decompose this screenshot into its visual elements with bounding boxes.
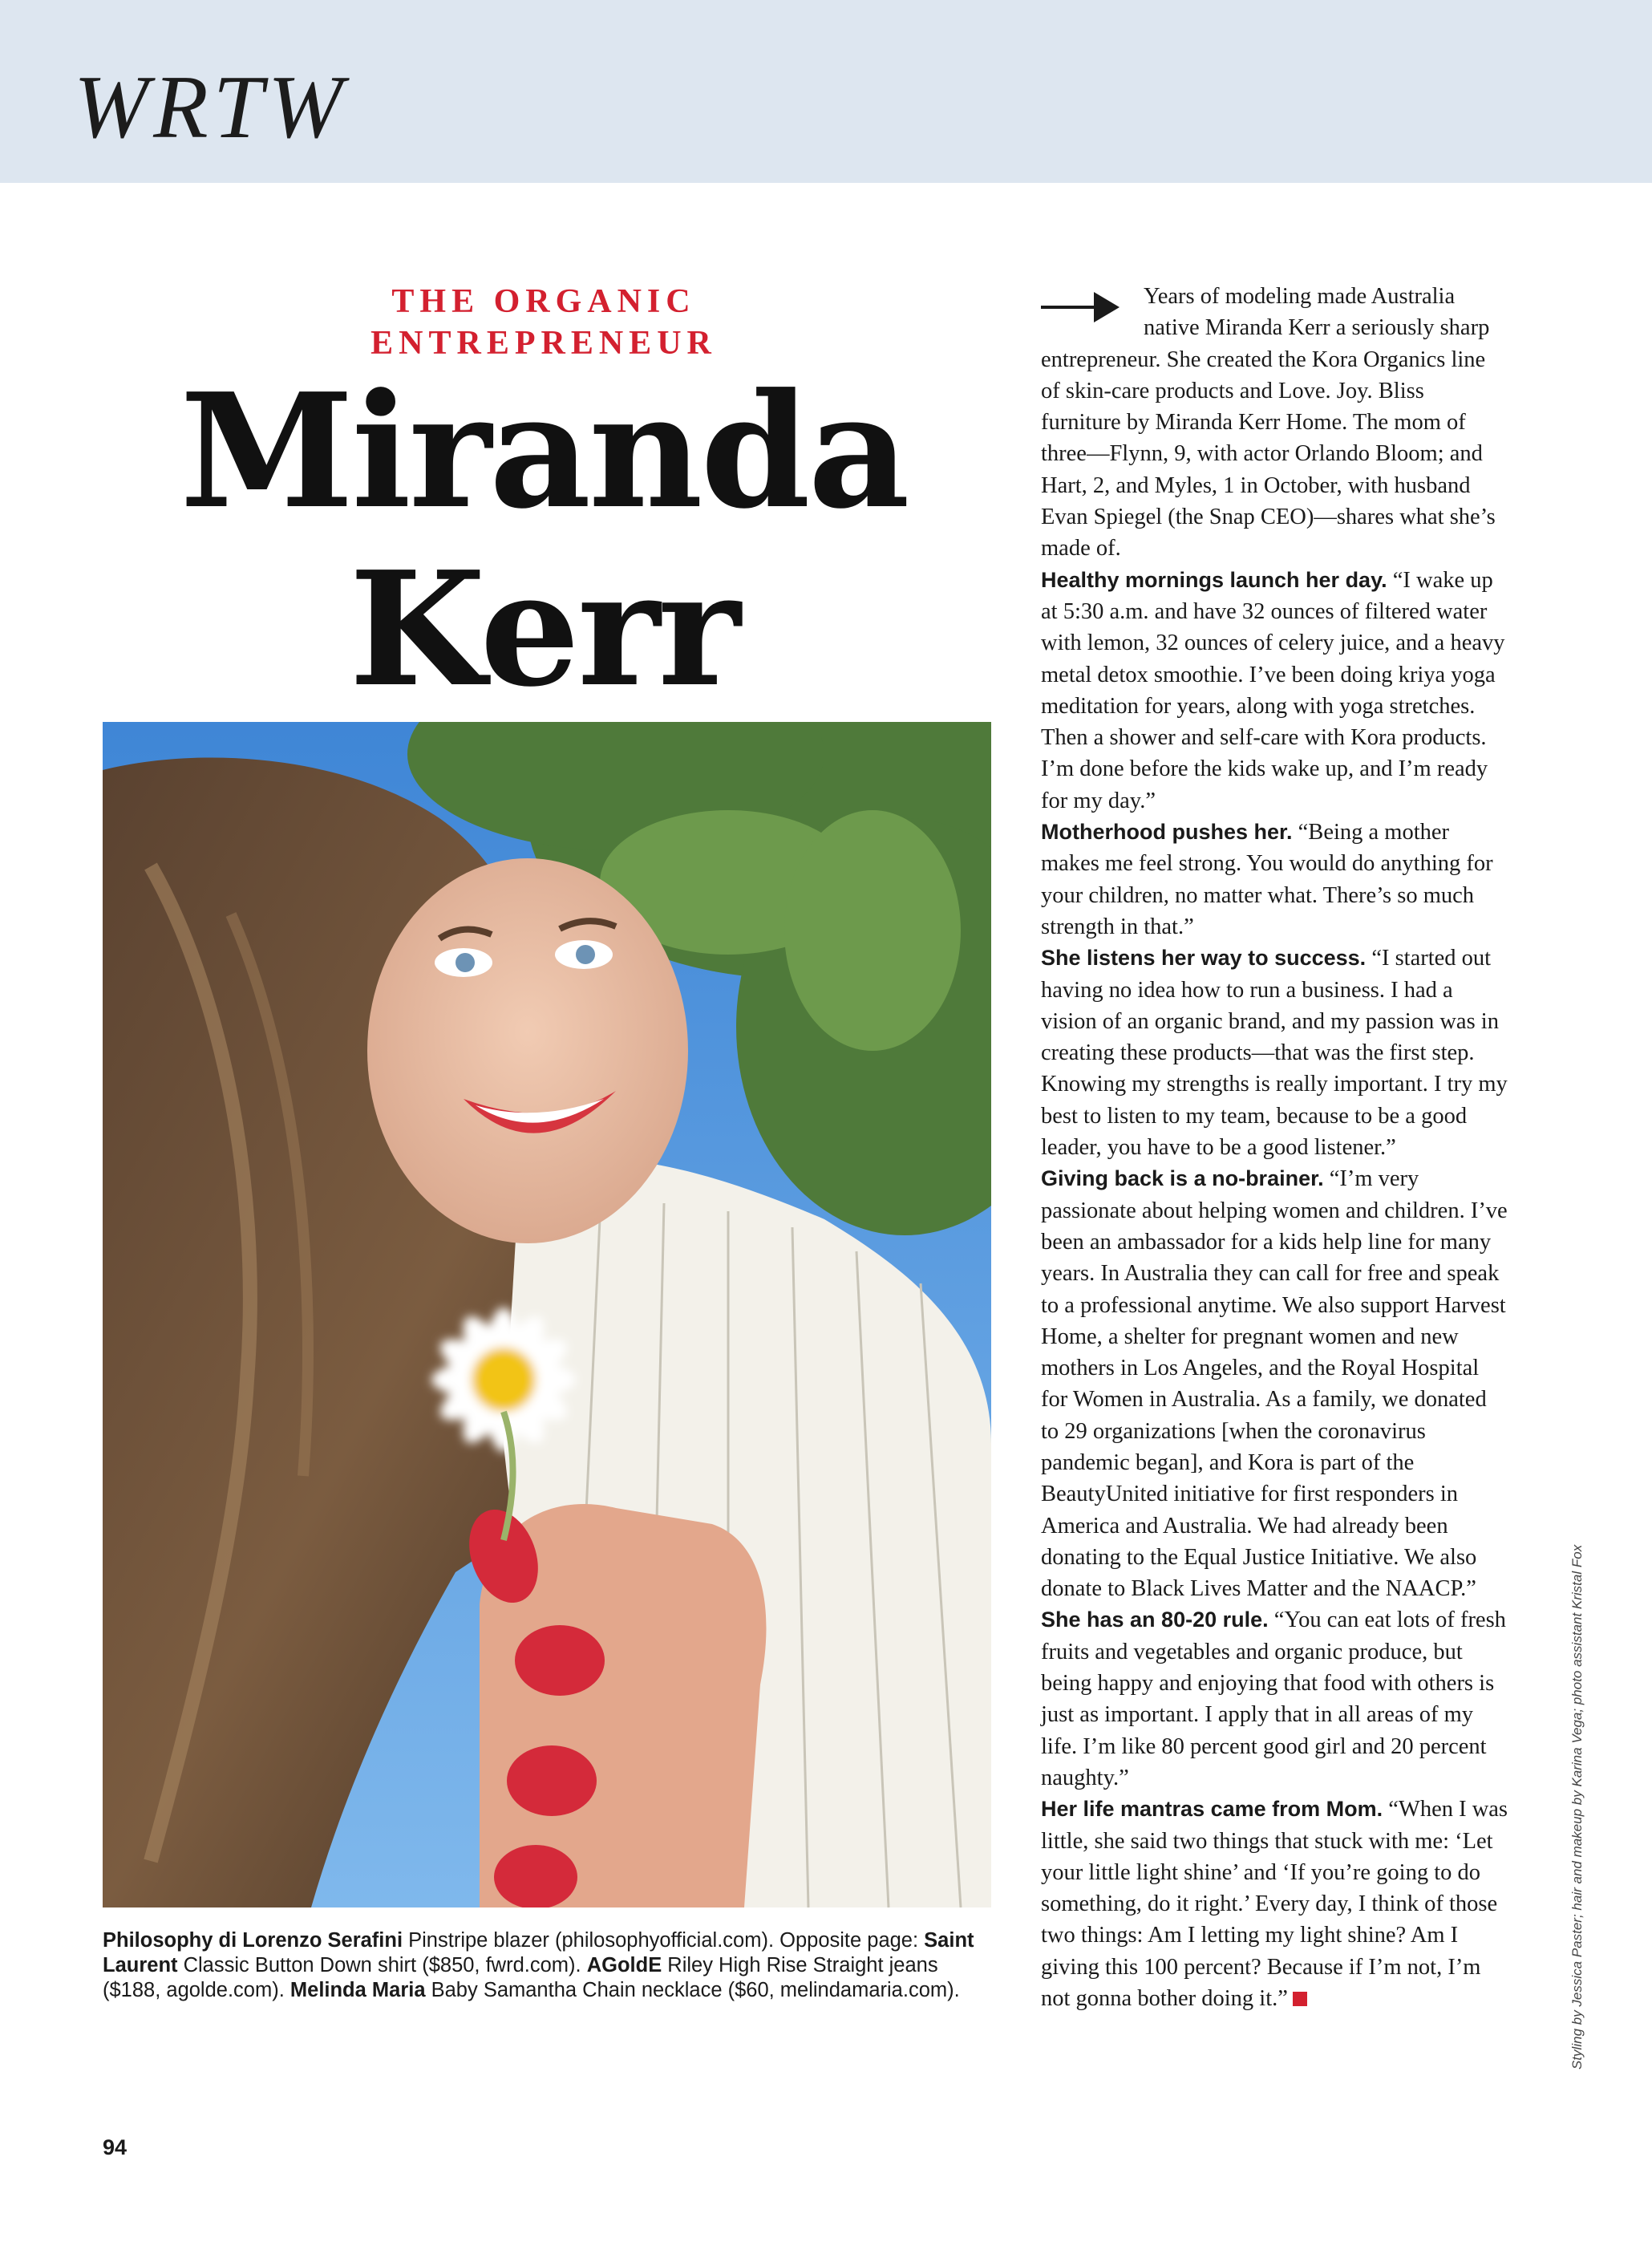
article-section (1041, 1163, 1509, 1604)
photo-credit: Styling by Jessica Paster; hair and makeup by Karina Vega; photo assistant Kristal Fox (1569, 1544, 1585, 2070)
article-body (1041, 281, 1509, 2014)
article-section (1041, 1604, 1509, 1794)
section-lead: She listens her way to success. (1041, 946, 1367, 971)
caption-brand-2: Saint Laurent (103, 1929, 974, 1976)
title-line-1: Miranda (180, 359, 908, 544)
caption-text-2: Classic Button Down shirt ($850, fwrd.com). (177, 1954, 587, 1976)
article-intro: Years of modeling made Australia native Miranda Kerr a seriously sharp entrepreneur. She created the Kora Organics line of skin-care products and Love. Joy. Bliss furniture by Miranda Kerr Home. The mom of three—Flynn, 9, with actor Orlando Bloom; and Hart, 2, and Myles, 1 in October, with husband Evan Spiegel (the Snap CEO)—shares what she’s made of. (1041, 284, 1496, 562)
article-kicker (103, 281, 985, 364)
end-square-icon (1293, 1992, 1307, 2006)
section-lead: Healthy mornings launch her day. (1041, 567, 1387, 592)
title-line-2: Kerr (349, 537, 739, 722)
page-number: 94 (103, 2135, 128, 2159)
section-text: “You can eat lots of fresh fruits and vegetables and organic produce, but being happy and enjoying that food with others is just as important. I apply that in all areas of my life. I’m like 80 percent good girl and 20 percent naughty.” (1041, 1607, 1506, 1790)
caption-brand-1: Philosophy di Lorenzo Serafini (103, 1929, 403, 1952)
kicker-line-2: ENTREPRENEUR (370, 325, 717, 362)
article-section (1041, 1794, 1509, 2014)
photo-caption (103, 1928, 985, 2003)
section-text: “I’m very passionate about helping women and children. I’ve been an ambassador for a kids help line for many years. In Australia they can call for free and speak to a professional anytime. We also support Harvest Home, a shelter for pregnant women and new mothers in Los Angeles, and the Royal Hospital for Women in Australia. As a family, we donated to 29 organizations [when the coronavirus pandemic began], and Kora is part of the BeautyUnited initiative for first responders in America and Australia. We had already been donating to the Equal Justice Initiative. We also donate to Black Lives Matter and the NAACP.” (1041, 1166, 1508, 1602)
section-name: WRTW (74, 58, 348, 157)
article-section (1041, 565, 1509, 817)
article-section (1041, 943, 1509, 1163)
caption-text-1: Pinstripe blazer (philosophyofficial.com). Opposite page: (403, 1929, 925, 1952)
section-text: “I wake up at 5:30 a.m. and have 32 ounces of filtered water with lemon, 32 ounces of celery juice, and a heavy metal detox smoothie. I’ve been doing kriya yoga meditation for years, along with yoga stretches. Then a shower and self-care with Kora products. I’m done before the kids wake up, and I’m ready for my day.” (1041, 567, 1505, 813)
section-lead: Her life mantras came from Mom. (1041, 1797, 1383, 1822)
section-text: “Being a mother makes me feel strong. You would do anything for your children, no matter what. There’s so much strength in that.” (1041, 820, 1493, 939)
section-lead: Motherhood pushes her. (1041, 820, 1293, 845)
section-lead: She has an 80-20 rule. (1041, 1607, 1269, 1632)
caption-brand-3: AGoldE (586, 1954, 662, 1976)
caption-text-3: Riley High Rise Straight jeans ($188, agolde.com). (103, 1954, 938, 2001)
article-title (103, 359, 985, 722)
section-text: “When I was little, she said two things that stuck with me: ‘Let your little light shine’ and ‘If you’re going to do something, do it right.’ Every day, I think of those two things: Am I letting my light shine? Am I giving this 100 percent? Because if I’m not, I’m not gonna bother doing it.” (1041, 1797, 1508, 2012)
portrait-photo (103, 722, 991, 1907)
article-section (1041, 817, 1509, 943)
section-text: “I started out having no idea how to run a business. I had a vision of an organic brand, and my passion was in creating these products—that was the first step. Knowing my strengths is really important. I try my best to listen to my team, because to be a good leader, you have to be a good listener.” (1041, 946, 1508, 1161)
caption-brand-4: Melinda Maria (290, 1979, 426, 2001)
section-lead: Giving back is a no-brainer. (1041, 1166, 1324, 1191)
kicker-line-1: THE ORGANIC (391, 283, 696, 320)
caption-text-4: Baby Samantha Chain necklace ($60, melindamaria.com). (425, 1979, 960, 2001)
